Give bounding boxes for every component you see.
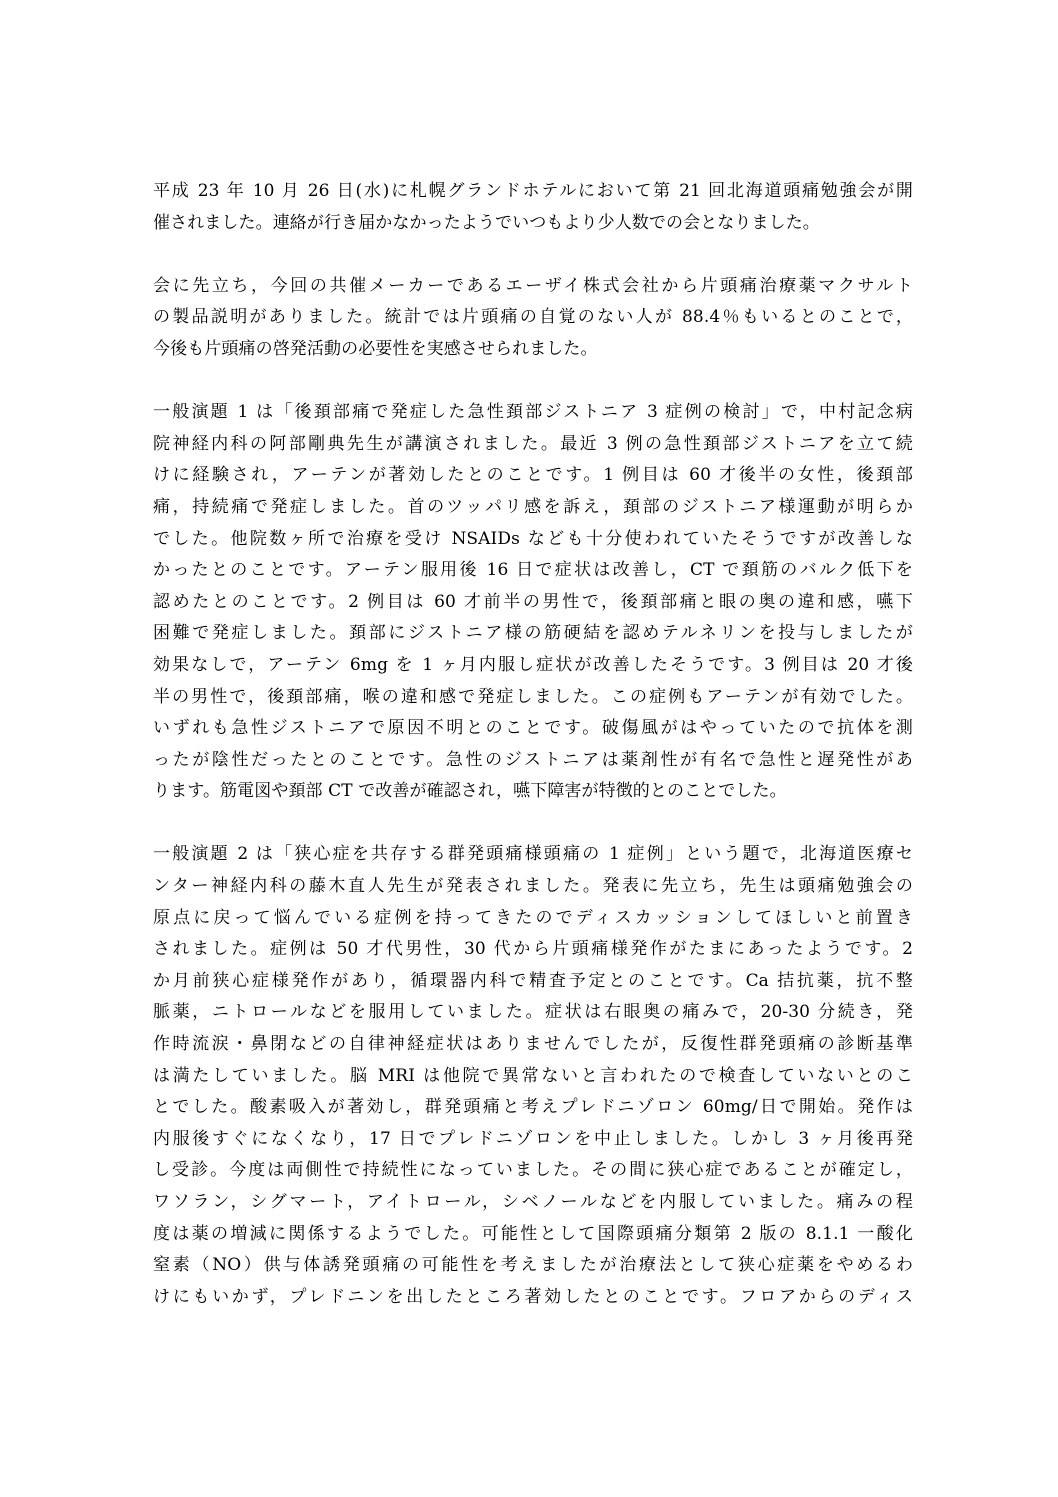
text-line: の製品説明がありました。統計では片頭痛の自覚のない人が 88.4％もいるとのことで， [153,307,913,328]
text-line: 効果なしで，アーテン 6mg を 1 ヶ月内服し症状が改善したそうです。3 例目は 20 才後 [153,654,913,675]
text-line: 一般演題 1 は「後頚部痛で発症した急性頚部ジストニア 3 症例の検討」で，中村記念病 [153,402,913,423]
text-line: ります。筋電図や頚部 CT で改善が確認され，嚥下障害が特徴的とのことでした。 [153,781,787,802]
paragraph-meeting-intro [153,176,913,239]
paragraph-general-topic-1 [153,397,913,808]
text-line: 今後も片頭痛の啓発活動の必要性を実感させられました。 [153,338,598,359]
text-line: ンター神経内科の藤木直人先生が発表されました。発表に先立ち，先生は頭痛勉強会の [153,876,913,897]
text-line: 認めたとのことです。2 例目は 60 才前半の男性で，後頚部痛と眼の奥の違和感，嚥下 [153,591,913,612]
paragraph-spacer [153,808,913,840]
text-line: 脈薬，ニトロールなどを服用していました。症状は右眼奥の痛みで，20-30 分続き，発 [153,1002,913,1023]
text-line: 半の男性で，後頚部痛，喉の違和感で発症しました。この症例もアーテンが有効でした。 [153,686,913,707]
paragraph-general-topic-2 [153,839,913,1313]
text-line: 催されました。連絡が行き届かなかったようでいつもより少人数での会となりました。 [153,212,820,233]
document-body [153,176,913,1313]
paragraph-spacer [153,239,913,271]
text-line: ったが陰性だったとのことです。急性のジストニアは薬剤性が有名で急性と遅発性があ [153,749,913,770]
text-line: 一般演題 2 は「狭心症を共存する群発頭痛様頭痛の 1 症例」という題で，北海道医療セ [153,844,913,865]
text-line: されました。症例は 50 才代男性，30 代から片頭痛様発作がたまにあったようです。2 [153,939,913,960]
text-line: ワソラン，シグマート，アイトロール，シベノールなどを内服していました。痛みの程 [153,1192,913,1212]
text-line: 院神経内科の阿部剛典先生が講演されました。最近 3 例の急性頚部ジストニアを立て続 [153,433,913,454]
text-line: でした。他院数ヶ所で治療を受け NSAIDs なども十分使われていたそうですが改善しな [153,528,913,549]
text-line: 困難で発症しました。頚部にジストニア様の筋硬結を認めテルネリンを投与しましたが [153,623,913,644]
text-line: し受診。今度は両側性で持続性になっていました。その間に狭心症であることが確定し， [153,1160,913,1181]
text-line: 度は薬の増減に関係するようでした。可能性として国際頭痛分類第 2 版の 8.1.1 一酸化 [153,1223,913,1244]
text-line: とでした。酸素吸入が著効し，群発頭痛と考えプレドニゾロン 60mg/日で開始。発作は [153,1097,913,1118]
paragraph-spacer [153,366,913,398]
text-line: けにもいかず，プレドニンを出したところ著効したとのことです。フロアからのディス [153,1286,913,1307]
text-line: 窒素（NO）供与体誘発頭痛の可能性を考えましたが治療法として狭心症薬をやめるわ [153,1255,913,1276]
text-line: けに経験され，アーテンが著効したとのことです。1 例目は 60 才後半の女性，後頚部 [153,465,913,486]
text-line: は満たしていました。脳 MRI は他院で異常ないと言われたので検査していないとのこ [153,1065,913,1086]
text-line: かったとのことです。アーテン服用後 16 日で症状は改善し，CT で頚筋のバルク低下を [153,560,913,581]
text-line: 内服後すぐになくなり，17 日でプレドニゾロンを中止しました。しかし 3 ヶ月後再発 [153,1128,913,1149]
text-line: 平成 23 年 10 月 26 日(水)に札幌グランドホテルにおいて第 21 回北海道頭痛勉強会が開 [153,181,913,201]
text-line: 痛，持続痛で発症しました。首のツッパリ感を訴え，頚部のジストニア様運動が明らか [153,496,913,517]
paragraph-product-explanation [153,271,913,366]
text-line: 会に先立ち，今回の共催メーカーであるエーザイ株式会社から片頭痛治療薬マクサルト [153,275,913,296]
text-line: 作時流涙・鼻閉などの自律神経症状はありませんでしたが，反復性群発頭痛の診断基準 [153,1034,913,1055]
text-line: 原点に戻って悩んでいる症例を持ってきたのでディスカッションしてほしいと前置き [153,907,913,928]
text-line: いずれも急性ジストニアで原因不明とのことです。破傷風がはやっていたので抗体を測 [153,718,913,739]
text-line: か月前狭心症様発作があり，循環器内科で精査予定とのことです。Ca 拮抗薬，抗不整 [153,970,913,991]
